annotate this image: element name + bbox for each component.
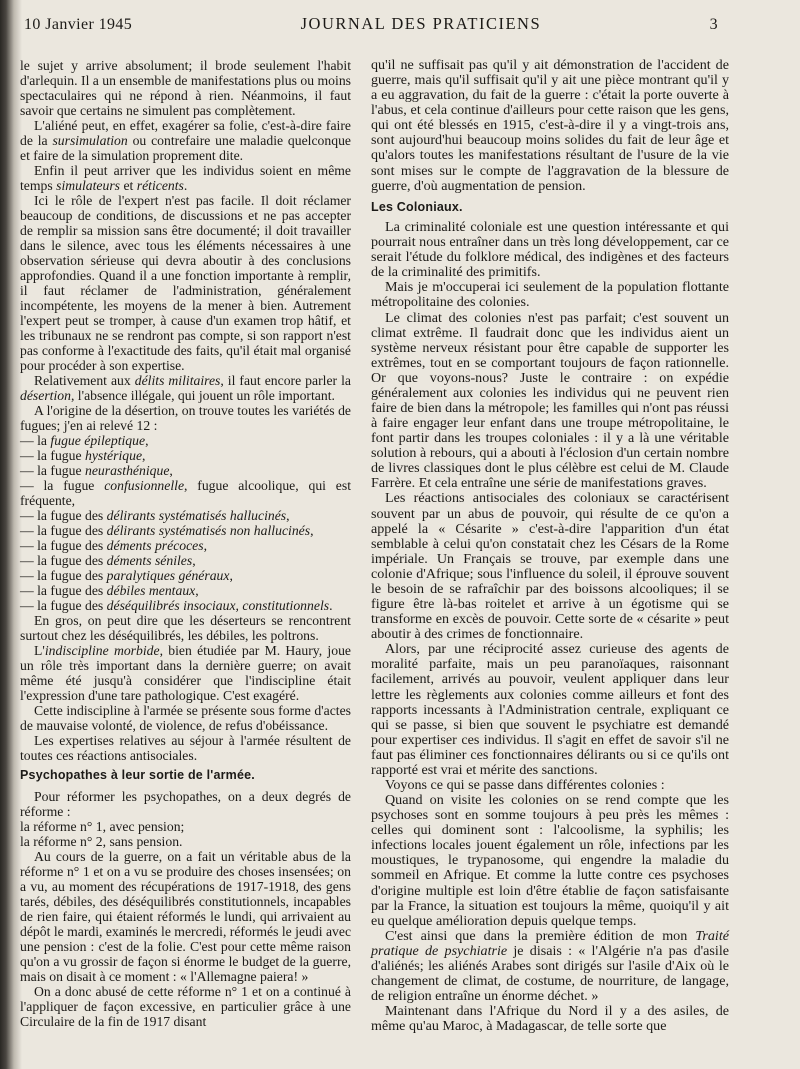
- left-list-item: — la fugue épileptique,: [20, 433, 149, 448]
- left-paragraph: Relativement aux délits militaires, il faut encore parler la désertion, l'absence illégale, qui jouent un rôle important.: [20, 373, 351, 403]
- left-paragraph: Ici le rôle de l'expert n'est pas facile. Il doit réclamer beaucoup de conditions, de discussions et ne pas accepter de remplir sa mission sans être documenté; il doit travailler dans le silence, avec tous les éléments nécessaires à une observation sérieuse qui devra aboutir à des conclusions approfondies. Quand il a une fonction importante à remplir, il faut réclamer de l'administration, généralement incompétente, les moyens de la mener à bien. Autrement l'expert peut se tromper, à cause d'un examen trop hâtif, et les tribunaux ne se rendront pas compte, si son rapport n'est pas conforme à l'exactitude des faits, qu'il était mal organisé pour procéder à son expertise.: [20, 193, 351, 373]
- left-list-item: — la fugue des déséquilibrés insociaux, constitutionnels.: [20, 598, 333, 613]
- right-text-column: [371, 58, 729, 1034]
- italic-term: indiscipline morbide: [44, 643, 160, 658]
- italic-term: délirants systématisés non hallucinés: [106, 523, 311, 538]
- right-paragraph: Maintenant dans l'Afrique du Nord il y a des asiles, de même qu'au Maroc, à Madagascar, de telle sorte que: [371, 1003, 729, 1035]
- journal-title: JOURNAL DES PRATICIENS: [300, 14, 542, 33]
- italic-term: délits militaires: [134, 373, 221, 388]
- right-paragraph: Mais je m'occuperai ici seulement de la population flottante métropolitaine des colonies.: [371, 279, 729, 311]
- book-binding-edge: [0, 0, 22, 1069]
- italic-term: sursimulation: [52, 133, 128, 148]
- right-paragraph: La criminalité coloniale est une question intéressante et qui pourrait nous entraîner dans un très long développement, car ce serait l'étude du folklore médical, des indigènes et des facteurs de la criminalité des primitifs.: [371, 219, 729, 281]
- left-list-item: — la fugue des débiles mentaux,: [20, 583, 199, 598]
- right-section-heading: Les Coloniaux.: [371, 199, 463, 214]
- left-paragraph: le sujet y arrive absolument; il brode seulement l'habit d'arlequin. Il a un ensemble de manifestations plus ou moins spectaculaires qui ne répond à rien. Néanmoins, il faut savoir que certains ne simulent pas complètement.: [20, 58, 351, 118]
- italic-term: Traité pratique de psychiatrie: [371, 927, 729, 959]
- right-paragraph: Quand on visite les colonies on se rend compte que les psychoses sont en somme toujours à peu près les mêmes : celles qui dominent sont : l'alcoolisme, la syphilis; les infections locales jouent également un rôle, infections par les moustiques, le trypanosome, qui engendre la maladie du sommeil en Afrique. Et comme la lutte contre ces psychoses d'origine multiple est loin d'être établie de façon satisfaisante par la France, la situation est toujours la même, quoiqu'il y ait eu quelque amélioration depuis quelque temps.: [371, 792, 729, 929]
- italic-term: simulateurs: [56, 178, 121, 193]
- right-paragraph: qu'il ne suffisait pas qu'il y ait démonstration de l'accident de guerre, mais qu'il suffisait qu'il y ait une pièce montrant qu'il y a eu aggravation, du fait de la guerre : c'était la porte ouverte à l'abus, et cela continue d'ailleurs pour cette raison que les gens, qui ont été blessés en 1915, c'est-à-dire il y a vingt-trois ans, sont aujourd'hui beaucoup moins solides du fait de leur âge et qu'alors toutes les manifestations résultant de l'usure de la vie sont mises sur le compte de l'aggravation de la blessure de guerre, d'où augmentation de pension.: [371, 57, 729, 194]
- italic-term: désertion: [20, 388, 71, 403]
- left-paragraph: L'aliéné peut, en effet, exagérer sa folie, c'est-à-dire faire de la sursimulation ou contrefaire une maladie quelconque et faire de la simulation proprement dite.: [20, 118, 351, 163]
- left-list-item: — la fugue hystérique,: [20, 448, 146, 463]
- left-paragraph: Au cours de la guerre, on a fait un véritable abus de la réforme n° 1 et on a vu se produire des choses insensées; on a vu, au moment des récupérations de 1917-1918, des gens tarés, débiles, des déséquilibrés constitutionnels, incapables de rien faire, qui étaient réformés le lundi, qui arrivaient au dépôt le mardi, examinés le mercredi, réformés le jeudi avec une pension : c'est de la folie. C'est pour cette même raison qu'on a vu grossir de façon si énorme le budget de la guerre, mais on disait à ce moment : « l'Allemagne paiera! »: [20, 848, 352, 984]
- italic-term: réticents: [136, 178, 184, 193]
- left-paragraph: Cette indiscipline à l'armée se présente sous forme d'actes de mauvaise volonté, de violence, de refus d'obéissance.: [20, 703, 351, 733]
- page-number: 3: [709, 16, 718, 33]
- italic-term: paralytiques généraux: [106, 568, 230, 583]
- left-paragraph: L'indiscipline morbide, bien étudiée par M. Haury, joue un rôle très important dans la dernière guerre; on avait même été jusqu'à considérer que l'indiscipline était l'expression d'une tare pathologique. C'est exagéré.: [20, 643, 351, 703]
- right-paragraph: Alors, par une réciprocité assez curieuse des agents de moralité parfaite, mais un peu paranoïaques, raisonnant facilement, arrivés au pouvoir, veulent appliquer dans leur lettre les règlements aux colonies comme ailleurs et font des rapports incessants à l'Administration centrale, expliquant ce qui se passe, si bien que souvent le psychiatre est demandé pour expertiser ces individus. Il s'agit en effet de savoir s'il ne faut pas éliminer ces fonctionnaires délirants ou si ce qu'ils ont rapporté est vrai et mérite des sanctions.: [371, 641, 729, 778]
- left-paragraph: Enfin il peut arriver que les individus soient en même temps simulateurs et réticents.: [20, 163, 351, 193]
- left-list-item: la réforme n° 1, avec pension;: [20, 818, 185, 834]
- left-list-item: — la fugue confusionnelle, fugue alcoolique, qui est fréquente,: [20, 478, 351, 508]
- left-list-item: — la fugue des déments séniles,: [20, 553, 196, 568]
- right-paragraph: Les réactions antisociales des coloniaux se caractérisent souvent par un abus de pouvoir, qui résulte de ce qu'on a appelé la « Césarite » c'est-à-dire l'apparition d'un état semblable à celui qu'on constatait chez les Césars de la Rome impériale. Un Français se trouve, par exemple dans une colonie d'Afrique; sous l'influence du soleil, il éprouve souvent le besoin de se rafraîchir par des boissons alcooliques; il se figure être là-bas roitelet et arrive à un égotisme qui se transforme en excès de pouvoir. Cette sorte de « césarite » peut aboutir à des crimes de fonctionnaire.: [371, 490, 729, 643]
- left-paragraph: Les expertises relatives au séjour à l'armée résultent de toutes ces réactions antisociales.: [20, 733, 351, 763]
- italic-term: hystérique: [85, 448, 143, 463]
- page-header: [24, 14, 718, 40]
- left-text-column: [20, 58, 351, 1029]
- left-list-item: — la fugue neurasthénique,: [20, 463, 173, 478]
- left-list-item: — la fugue des délirants systématisés hallucinés,: [20, 508, 290, 523]
- italic-term: confusionnelle: [104, 478, 185, 493]
- left-paragraph: Pour réformer les psychopathes, on a deux degrés de réforme :: [20, 788, 351, 819]
- italic-term: débiles mentaux: [106, 583, 196, 598]
- italic-term: neurasthénique: [85, 463, 170, 478]
- header-date: 10 Janvier 1945: [24, 16, 133, 33]
- right-paragraph: C'est ainsi que dans la première édition de mon Traité pratique de psychiatrie je disais : « l'Algérie n'a pas d'asile d'aliénés; les aliénés Arabes sont dirigés sur l'asile d'Aix où le changement de climat, de costume, de nourriture, de langage, de religion entraîne un énorme déchet. »: [371, 927, 730, 1005]
- italic-term: déséquilibrés insociaux, constitutionnels: [106, 598, 330, 613]
- left-list-item: la réforme n° 2, sans pension.: [20, 833, 183, 849]
- left-section-heading: Psychopathes à leur sortie de l'armée.: [20, 768, 255, 782]
- left-paragraph: On a donc abusé de cette réforme n° 1 et on a continué à l'appliquer de façon excessive, en particulier grâce à une Circulaire de la fin de 1917 disant: [20, 983, 351, 1029]
- italic-term: déments précoces: [106, 538, 204, 553]
- italic-term: déments séniles: [106, 553, 193, 568]
- right-paragraph: Le climat des colonies n'est pas parfait; c'est souvent un climat extrême. Il faudrait donc que les individus aient un système nerveux résistant pour être capable de supporter les extrêmes, tout en se comportant toujours de façon rationnelle. Or que voyons-nous? Juste le contraire : on expédie généralement aux colonies les individus qui ne peuvent rien faire de bien dans la métropole; les familles qui n'ont pas réussi à faire engager leur enfant dans une troupe métropolitaine, le font partir dans les troupes coloniales : il y a là une véritable solution à rebours, qui a abouti à l'éclosion d'un certain nombre de livres classiques dont le plus célèbre est celui de M. Claude Farrère. Et cela entraîne une série de manifestations graves.: [371, 309, 729, 492]
- left-paragraph: En gros, on peut dire que les déserteurs se rencontrent surtout chez les déséquilibrés, les débiles, les poltrons.: [20, 613, 351, 643]
- left-list-item: — la fugue des déments précoces,: [20, 538, 208, 553]
- left-list-item: — la fugue des délirants systématisés non hallucinés,: [20, 523, 314, 538]
- right-paragraph: Voyons ce qui se passe dans différentes colonies :: [385, 776, 665, 793]
- italic-term: délirants systématisés hallucinés: [106, 508, 287, 523]
- left-paragraph: A l'origine de la désertion, on trouve toutes les variétés de fugues; j'en ai relevé 12 :: [20, 403, 351, 433]
- italic-term: fugue épileptique: [50, 433, 146, 448]
- left-list-item: — la fugue des paralytiques généraux,: [20, 568, 233, 583]
